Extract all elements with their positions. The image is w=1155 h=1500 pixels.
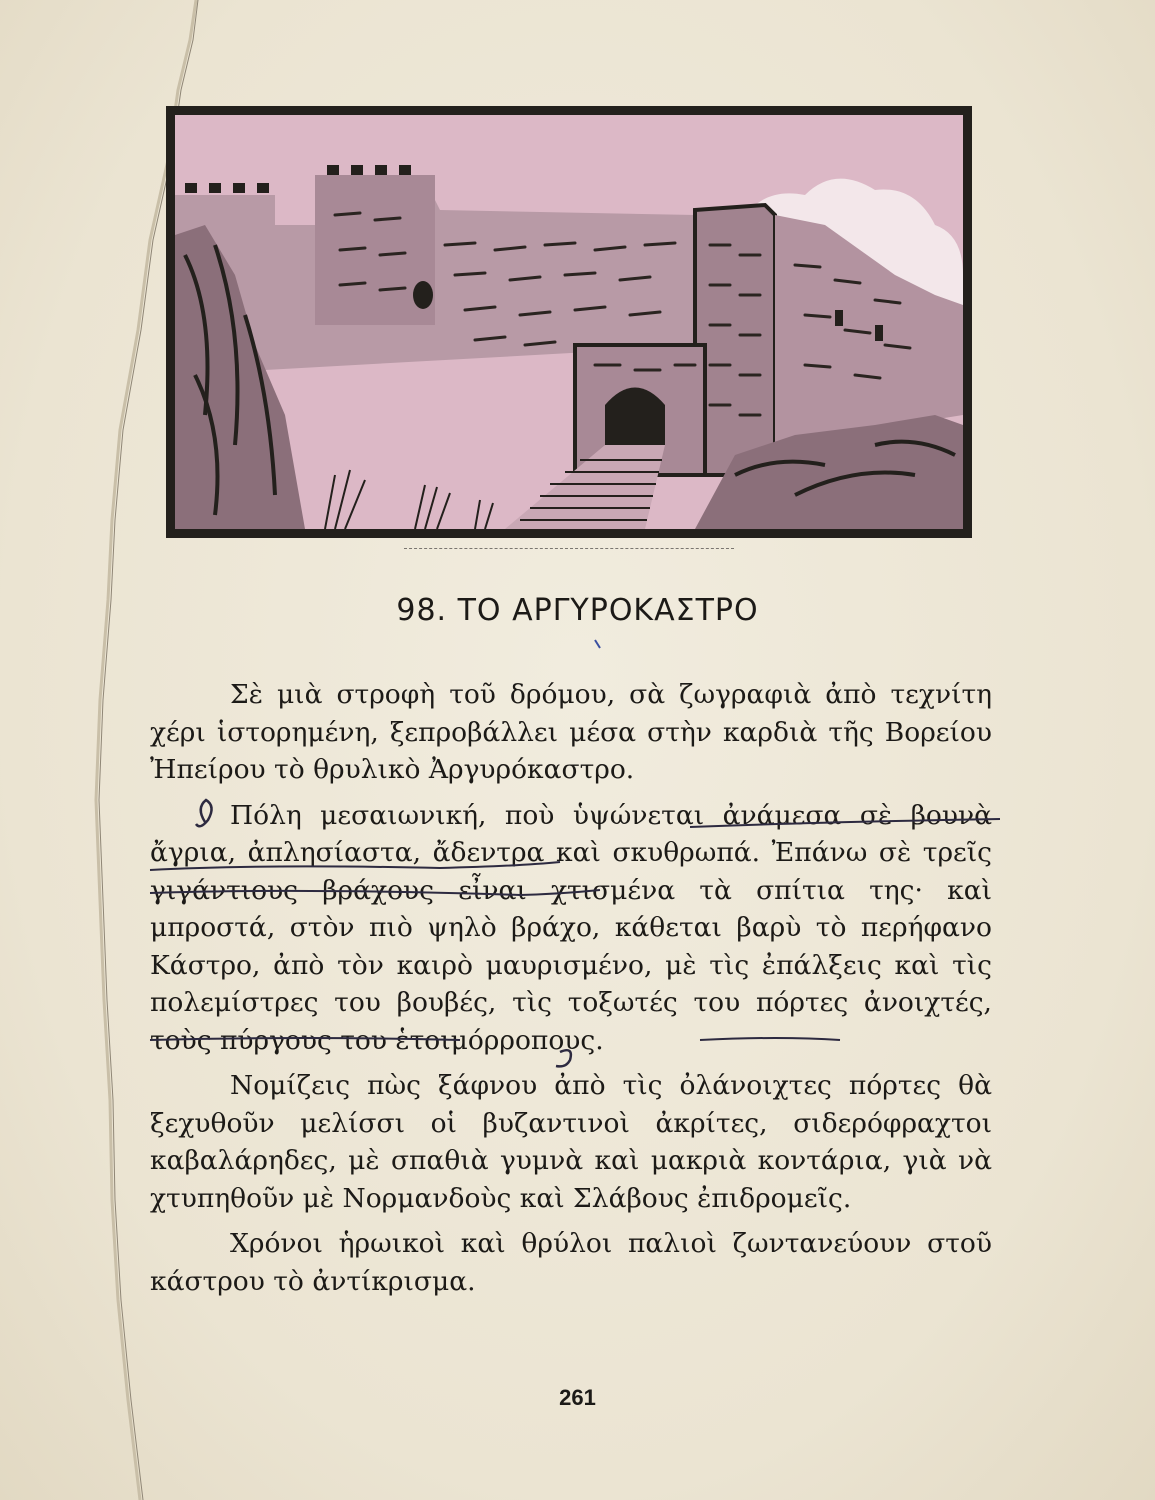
castle-woodcut-illustration (166, 106, 972, 538)
chapter-title: 98. ΤΟ ΑΡΓΥΡΟΚΑΣΤΡΟ (396, 593, 759, 628)
body-text (150, 676, 992, 1308)
divider-rule (404, 548, 734, 550)
page-number: 261 (559, 1385, 596, 1410)
paragraph-2: Πόλη μεσαιωνική, ποὺ ὑψώνεται ἀνάμεσα σὲ βουνὰ ἄγρια, ἀπλησίαστα, ἄδεντρα καὶ σκυθρωπά. Ἐπάνω σὲ τρεῖς γιγάντιους βράχους εἶναι χτισμένα τὰ σπίτια της· καὶ μπροστά, στὸν πιὸ ψηλὸ βράχο, κάθεται βαρὺ τὸ περήφανο Κάστρο, ἀπὸ τὸν καιρὸ μαυρισμένο, μὲ τὶς ἐπάλξεις καὶ τὶς πολεμίστρες του βουβές, τὶς τοξωτές του πόρτες ἀνοιχτές, τοὺς πύργους του ἑτοιμόρροπους. (150, 799, 992, 1056)
paragraph-1: Σὲ μιὰ στροφὴ τοῦ δρόμου, σὰ ζωγραφιὰ ἀπὸ τεχνίτη χέρι ἱστορημένη, ξεπροβάλλει μέσα στὴν καρδιὰ τῆς Βορείου Ἠπείρου τὸ θρυλικὸ Ἀργυρόκαστρο. (150, 679, 992, 785)
paragraph-3: Νομίζεις πὼς ξάφνου ἀπὸ τὶς ὀλάνοιχτες πόρτες θὰ ξεχυθοῦν μελίσσι οἱ βυζαντινοὶ ἀκρίτες, σιδερόφραχτοι καβαλάρηδες, μὲ σπαθιὰ γυμνὰ καὶ μακριὰ κοντάρια, γιὰ νὰ χτυπηθοῦν μὲ Νορμανδοὺς καὶ Σλάβους ἐπιδρομεῖς. (150, 1070, 992, 1214)
paragraph-4: Χρόνοι ἡρωικοὶ καὶ θρύλοι παλιοὶ ζωντανεύουν στοῦ κάστρου τὸ ἀντίκρισμα. (150, 1228, 992, 1297)
